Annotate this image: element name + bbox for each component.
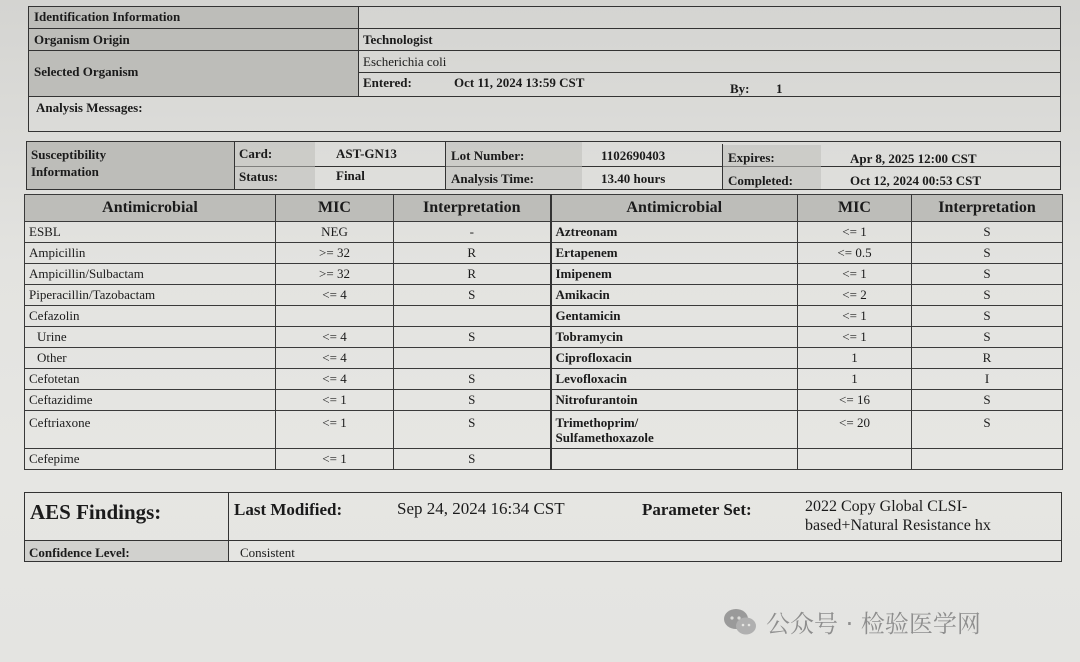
confidence-level-value: Consistent xyxy=(240,545,295,560)
mic-value: <= 4 xyxy=(276,285,394,306)
interpretation-value: S xyxy=(912,327,1063,348)
interpretation-value: I xyxy=(912,369,1063,390)
antimicrobial-name: Cefepime xyxy=(25,449,276,470)
antimicrobial-name: Ceftazidime xyxy=(25,390,276,411)
mic-value: <= 1 xyxy=(798,327,912,348)
antimicrobial-name: Other xyxy=(25,348,276,369)
susceptibility-label-2: Information xyxy=(31,164,99,179)
status-label: Status: xyxy=(239,169,279,184)
antimicrobial-name: Tobramycin xyxy=(551,327,798,348)
last-modified-label: Last Modified: xyxy=(234,500,343,519)
interpretation-value: R xyxy=(394,264,551,285)
mic-value: <= 1 xyxy=(798,306,912,327)
entered-label: Entered: xyxy=(363,75,412,90)
table-row xyxy=(25,449,1063,470)
parameter-set-label: Parameter Set: xyxy=(642,500,752,519)
mic-value: <= 1 xyxy=(276,449,394,470)
interpretation-value xyxy=(394,306,551,327)
interpretation-value xyxy=(394,348,551,369)
interpretation-value: S xyxy=(394,449,551,470)
antimicrobial-name: Ertapenem xyxy=(551,243,798,264)
by-label: By: xyxy=(730,81,750,96)
card-label: Card: xyxy=(239,146,273,161)
mic-value: <= 1 xyxy=(798,264,912,285)
interpretation-value: S xyxy=(912,222,1063,243)
card-value: AST-GN13 xyxy=(336,146,397,161)
interpretation-value xyxy=(912,449,1063,470)
table-row xyxy=(25,285,1063,306)
entered-value: Oct 11, 2024 13:59 CST xyxy=(454,75,585,90)
interpretation-value: S xyxy=(394,285,551,306)
interpretation-value: - xyxy=(394,222,551,243)
table-row xyxy=(25,306,1063,327)
header-mic-right: MIC xyxy=(798,195,912,222)
by-value: 1 xyxy=(776,81,783,96)
confidence-level-label: Confidence Level: xyxy=(29,545,130,560)
completed-value: Oct 12, 2024 00:53 CST xyxy=(850,173,982,188)
organism-origin-label: Organism Origin xyxy=(34,32,130,47)
interpretation-value: S xyxy=(394,327,551,348)
antimicrobial-name: Ciprofloxacin xyxy=(551,348,798,369)
table-row xyxy=(25,390,1063,411)
mic-value xyxy=(276,306,394,327)
interpretation-value: S xyxy=(394,411,551,449)
header-interpretation-left: Interpretation xyxy=(394,195,551,222)
antimicrobial-name: Nitrofurantoin xyxy=(551,390,798,411)
table-row xyxy=(25,327,1063,348)
antimicrobial-name: Urine xyxy=(25,327,276,348)
interpretation-value: S xyxy=(912,243,1063,264)
interpretation-value: S xyxy=(912,264,1063,285)
table-row xyxy=(25,222,1063,243)
status-value: Final xyxy=(336,168,365,183)
interpretation-value: S xyxy=(394,390,551,411)
antimicrobial-name: Aztreonam xyxy=(551,222,798,243)
chat-bubbles-icon xyxy=(722,607,758,637)
expires-value: Apr 8, 2025 12:00 CST xyxy=(850,151,977,166)
mic-value: <= 1 xyxy=(276,390,394,411)
expires-label: Expires: xyxy=(728,150,775,165)
watermark-text: 公众号 · 检验医学网 xyxy=(766,610,981,638)
susceptibility-label-1: Susceptibility xyxy=(31,147,107,162)
table-row xyxy=(25,348,1063,369)
mic-value: NEG xyxy=(276,222,394,243)
identification-title: Identification Information xyxy=(34,9,181,24)
antimicrobial-name: Cefazolin xyxy=(25,306,276,327)
technologist-label: Technologist xyxy=(363,32,433,47)
parameter-set-value-1: 2022 Copy Global CLSI- xyxy=(805,498,968,515)
completed-label: Completed: xyxy=(728,173,793,188)
mic-value: <= 20 xyxy=(798,411,912,449)
analysis-time-label: Analysis Time: xyxy=(451,171,534,186)
interpretation-value: S xyxy=(912,306,1063,327)
antimicrobial-name: Trimethoprim/ Sulfamethoxazole xyxy=(551,411,798,449)
mic-value: >= 32 xyxy=(276,264,394,285)
parameter-set-value-2: based+Natural Resistance hx xyxy=(805,517,991,534)
antimicrobial-name: ESBL xyxy=(25,222,276,243)
interpretation-value: R xyxy=(912,348,1063,369)
interpretation-value: R xyxy=(394,243,551,264)
mic-value: <= 4 xyxy=(276,327,394,348)
mic-value xyxy=(798,449,912,470)
table-row xyxy=(25,243,1063,264)
last-modified-value: Sep 24, 2024 16:34 CST xyxy=(397,499,565,518)
aes-title: AES Findings: xyxy=(30,500,162,524)
table-header-row xyxy=(25,195,1063,222)
mic-value: <= 16 xyxy=(798,390,912,411)
interpretation-value: S xyxy=(912,285,1063,306)
antimicrobial-name xyxy=(551,449,798,470)
interpretation-value: S xyxy=(912,390,1063,411)
mic-value: 1 xyxy=(798,369,912,390)
selected-organism-value: Escherichia coli xyxy=(363,54,447,69)
header-antimicrobial-right: Antimicrobial xyxy=(551,195,798,222)
selected-organism-label: Selected Organism xyxy=(34,64,139,79)
antimicrobial-name: Piperacillin/Tazobactam xyxy=(25,285,276,306)
interpretation-value: S xyxy=(912,411,1063,449)
table-row xyxy=(25,411,1063,449)
antimicrobial-name: Imipenem xyxy=(551,264,798,285)
antimicrobial-name: Ampicillin xyxy=(25,243,276,264)
mic-value: <= 4 xyxy=(276,369,394,390)
lot-number-value: 1102690403 xyxy=(601,148,666,163)
mic-value: 1 xyxy=(798,348,912,369)
mic-value: <= 2 xyxy=(798,285,912,306)
header-antimicrobial-left: Antimicrobial xyxy=(25,195,276,222)
antimicrobial-name: Ceftriaxone xyxy=(25,411,276,449)
mic-value: <= 1 xyxy=(798,222,912,243)
antimicrobial-name: Gentamicin xyxy=(551,306,798,327)
antimicrobial-name: Amikacin xyxy=(551,285,798,306)
interpretation-value: S xyxy=(394,369,551,390)
mic-value: <= 1 xyxy=(276,411,394,449)
header-mic-left: MIC xyxy=(276,195,394,222)
analysis-messages-label: Analysis Messages: xyxy=(36,100,143,115)
mic-value: <= 4 xyxy=(276,348,394,369)
analysis-time-value: 13.40 hours xyxy=(601,171,666,186)
antimicrobial-name: Ampicillin/Sulbactam xyxy=(25,264,276,285)
lot-number-label: Lot Number: xyxy=(451,148,525,163)
antimicrobial-name: Cefotetan xyxy=(25,369,276,390)
table-row xyxy=(25,369,1063,390)
header-interpretation-right: Interpretation xyxy=(912,195,1063,222)
antimicrobial-table xyxy=(24,194,1063,470)
mic-value: >= 32 xyxy=(276,243,394,264)
watermark xyxy=(722,604,981,639)
mic-value: <= 0.5 xyxy=(798,243,912,264)
antimicrobial-name: Levofloxacin xyxy=(551,369,798,390)
table-row xyxy=(25,264,1063,285)
